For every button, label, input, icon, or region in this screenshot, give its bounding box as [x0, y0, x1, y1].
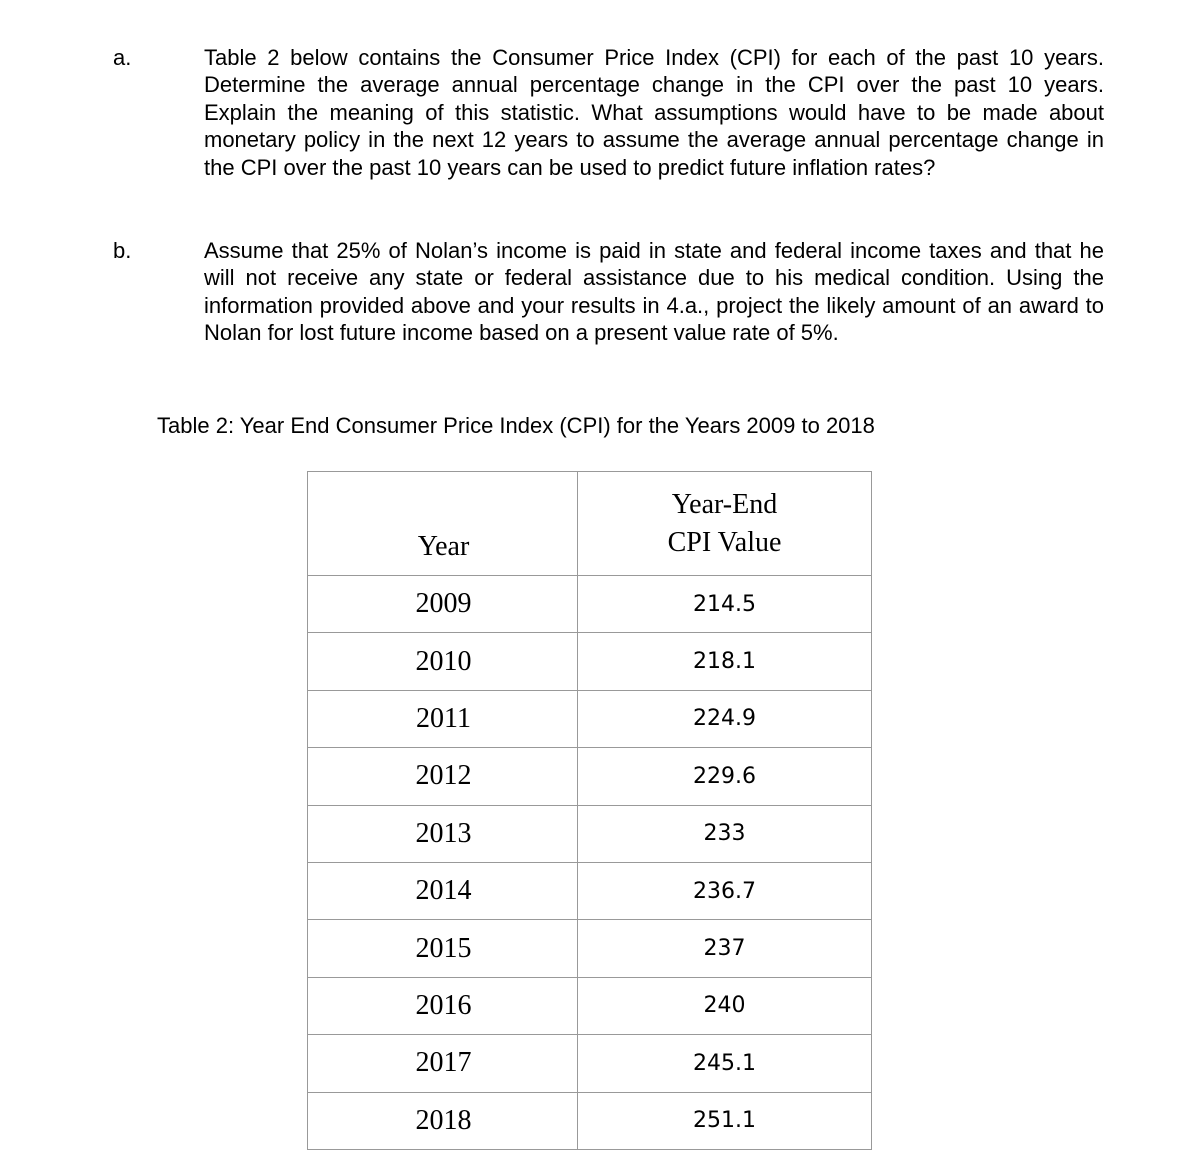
cpi-header-line-2: CPI Value: [667, 526, 782, 558]
table-row: [308, 920, 872, 977]
cpi-value-cell: 237: [578, 920, 872, 977]
cpi-value-cell: 245.1: [578, 1035, 872, 1092]
year-column-header: Year: [308, 472, 578, 576]
year-cell: 2017: [308, 1035, 578, 1092]
question-a-text: Table 2 below contains the Consumer Price Index (CPI) for each of the past 10 years. Determine the average annual percentage change in the CPI over the past 10 years. Explain the meaning of this statistic. What assumptions would have to be made about monetary policy in the next 12 years to assume the average annual percentage change in the CPI over the past 10 years can be used to predict future inflation rates?: [204, 45, 1104, 180]
table-caption: Table 2: Year End Consumer Price Index (CPI) for the Years 2009 to 2018: [157, 413, 875, 438]
table-row: [308, 862, 872, 919]
table-header-row: [308, 472, 872, 576]
cpi-value-cell: 229.6: [578, 748, 872, 805]
cpi-value-cell: 236.7: [578, 862, 872, 919]
table-row: [308, 748, 872, 805]
table-row: [308, 1092, 872, 1149]
cpi-header-line-1: Year-End: [671, 488, 778, 520]
question-b-text: Assume that 25% of Nolan’s income is paid in state and federal income taxes and that he will not receive any state or federal assistance due to his medical condition. Using the information provided above and your results in 4.a., project the likely amount of an award to Nolan for lost future income based on a present value rate of 5%.: [204, 238, 1104, 346]
cpi-value-cell: 251.1: [578, 1092, 872, 1149]
cpi-value-column-header: [578, 472, 872, 576]
year-cell: 2012: [308, 748, 578, 805]
table-row: [308, 690, 872, 747]
year-cell: 2011: [308, 690, 578, 747]
table-row: [308, 633, 872, 690]
year-cell: 2009: [308, 576, 578, 633]
table-row: [308, 805, 872, 862]
cpi-table: [307, 471, 872, 1150]
cpi-value-cell: 224.9: [578, 690, 872, 747]
table-row: [308, 977, 872, 1034]
year-cell: 2018: [308, 1092, 578, 1149]
cpi-value-cell: 240: [578, 977, 872, 1034]
year-cell: 2013: [308, 805, 578, 862]
question-a-letter: a.: [113, 45, 132, 70]
year-cell: 2010: [308, 633, 578, 690]
cpi-value-cell: 218.1: [578, 633, 872, 690]
table-row: [308, 1035, 872, 1092]
table-row: [308, 576, 872, 633]
cpi-value-cell: 233: [578, 805, 872, 862]
year-cell: 2015: [308, 920, 578, 977]
year-cell: 2014: [308, 862, 578, 919]
question-b-letter: b.: [113, 238, 132, 263]
year-cell: 2016: [308, 977, 578, 1034]
cpi-value-cell: 214.5: [578, 576, 872, 633]
